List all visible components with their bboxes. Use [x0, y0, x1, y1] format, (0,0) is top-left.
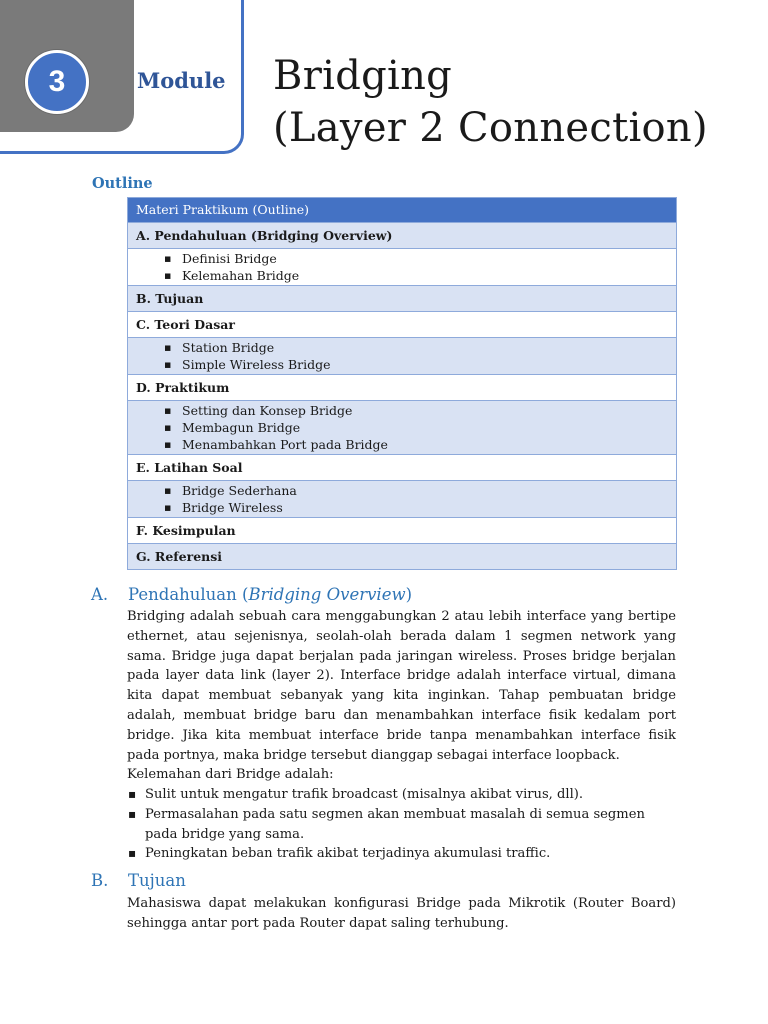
- outline-section-e: E. Latihan Soal: [128, 454, 676, 480]
- section-a-label: A.: [91, 585, 109, 604]
- module-number-badge: [25, 50, 89, 114]
- list-item: ▪ Setting dan Konsep Bridge: [164, 402, 676, 419]
- outline-section-g: G. Referensi: [128, 543, 676, 569]
- outline-section-a-items: [128, 248, 676, 285]
- list-item: ▪ Bridge Sederhana: [164, 482, 676, 499]
- section-a-weakness-intro: Kelemahan dari Bridge adalah:: [127, 767, 334, 782]
- page-title-line2: (Layer 2 Connection): [273, 105, 708, 151]
- list-item: ▪ Permasalahan pada satu segmen akan membuat masalah di semua segmen pada bridge yang sama.: [127, 805, 676, 845]
- page-title-line1: Bridging: [273, 53, 453, 99]
- list-item: ▪ Definisi Bridge: [164, 250, 676, 267]
- section-b-title: Tujuan: [128, 871, 186, 890]
- outline-table-header: Materi Praktikum (Outline): [128, 198, 676, 222]
- outline-section-e-items: [128, 480, 676, 517]
- module-label: Module: [137, 68, 226, 93]
- list-item: ▪ Kelemahan Bridge: [164, 267, 676, 284]
- outline-section-f: F. Kesimpulan: [128, 517, 676, 543]
- outline-section-d: D. Praktikum: [128, 374, 676, 400]
- list-item: ▪ Membagun Bridge: [164, 419, 676, 436]
- module-number: 3: [48, 65, 66, 98]
- section-b-paragraph: Mahasiswa dapat melakukan konfigurasi Bridge pada Mikrotik (Router Board) sehingga antar port pada Router dapat saling terhubung.: [127, 896, 676, 931]
- outline-section-b: B. Tujuan: [128, 285, 676, 311]
- list-item: ▪ Station Bridge: [164, 339, 676, 356]
- section-b-label: B.: [91, 871, 109, 890]
- outline-section-c-items: [128, 337, 676, 374]
- outline-section-d-items: [128, 400, 676, 454]
- list-item: ▪ Simple Wireless Bridge: [164, 356, 676, 373]
- section-a-paragraph: Bridging adalah sebuah cara menggabungkan 2 atau lebih interface yang bertipe ethernet, atau sejenisnya, seolah-olah berada dalam 1 segmen network yang sama. Bridge juga dapat berjalan pada jaringan wireless. Proses bridge berjalan pada layer data link (layer 2). Interface bridge adalah interface virtual, dimana kita dapat membuat sebanyak yang kita inginkan. Tahap pembuatan bridge adalah, membuat bridge baru dan menambahkan interface fisik kedalam port bridge. Jika kita membuat interface bride tanpa menambahkan interface fisik pada portnya, maka bridge tersebut dianggap sebagai interface loopback.: [127, 609, 676, 763]
- outline-label: Outline: [92, 175, 153, 192]
- outline-section-c: C. Teori Dasar: [128, 311, 676, 337]
- section-a-title: Pendahuluan (Bridging Overview): [128, 585, 413, 604]
- page-title: [273, 50, 708, 154]
- list-item: ▪ Bridge Wireless: [164, 499, 676, 516]
- section-a-weakness-list: [127, 785, 676, 864]
- list-item: ▪ Peningkatan beban trafik akibat terjadinya akumulasi traffic.: [127, 844, 676, 864]
- list-item: ▪ Sulit untuk mengatur trafik broadcast (misalnya akibat virus, dll).: [127, 785, 676, 805]
- list-item: ▪ Menambahkan Port pada Bridge: [164, 436, 676, 453]
- outline-table: [127, 197, 677, 570]
- outline-section-a: A. Pendahuluan (Bridging Overview): [128, 222, 676, 248]
